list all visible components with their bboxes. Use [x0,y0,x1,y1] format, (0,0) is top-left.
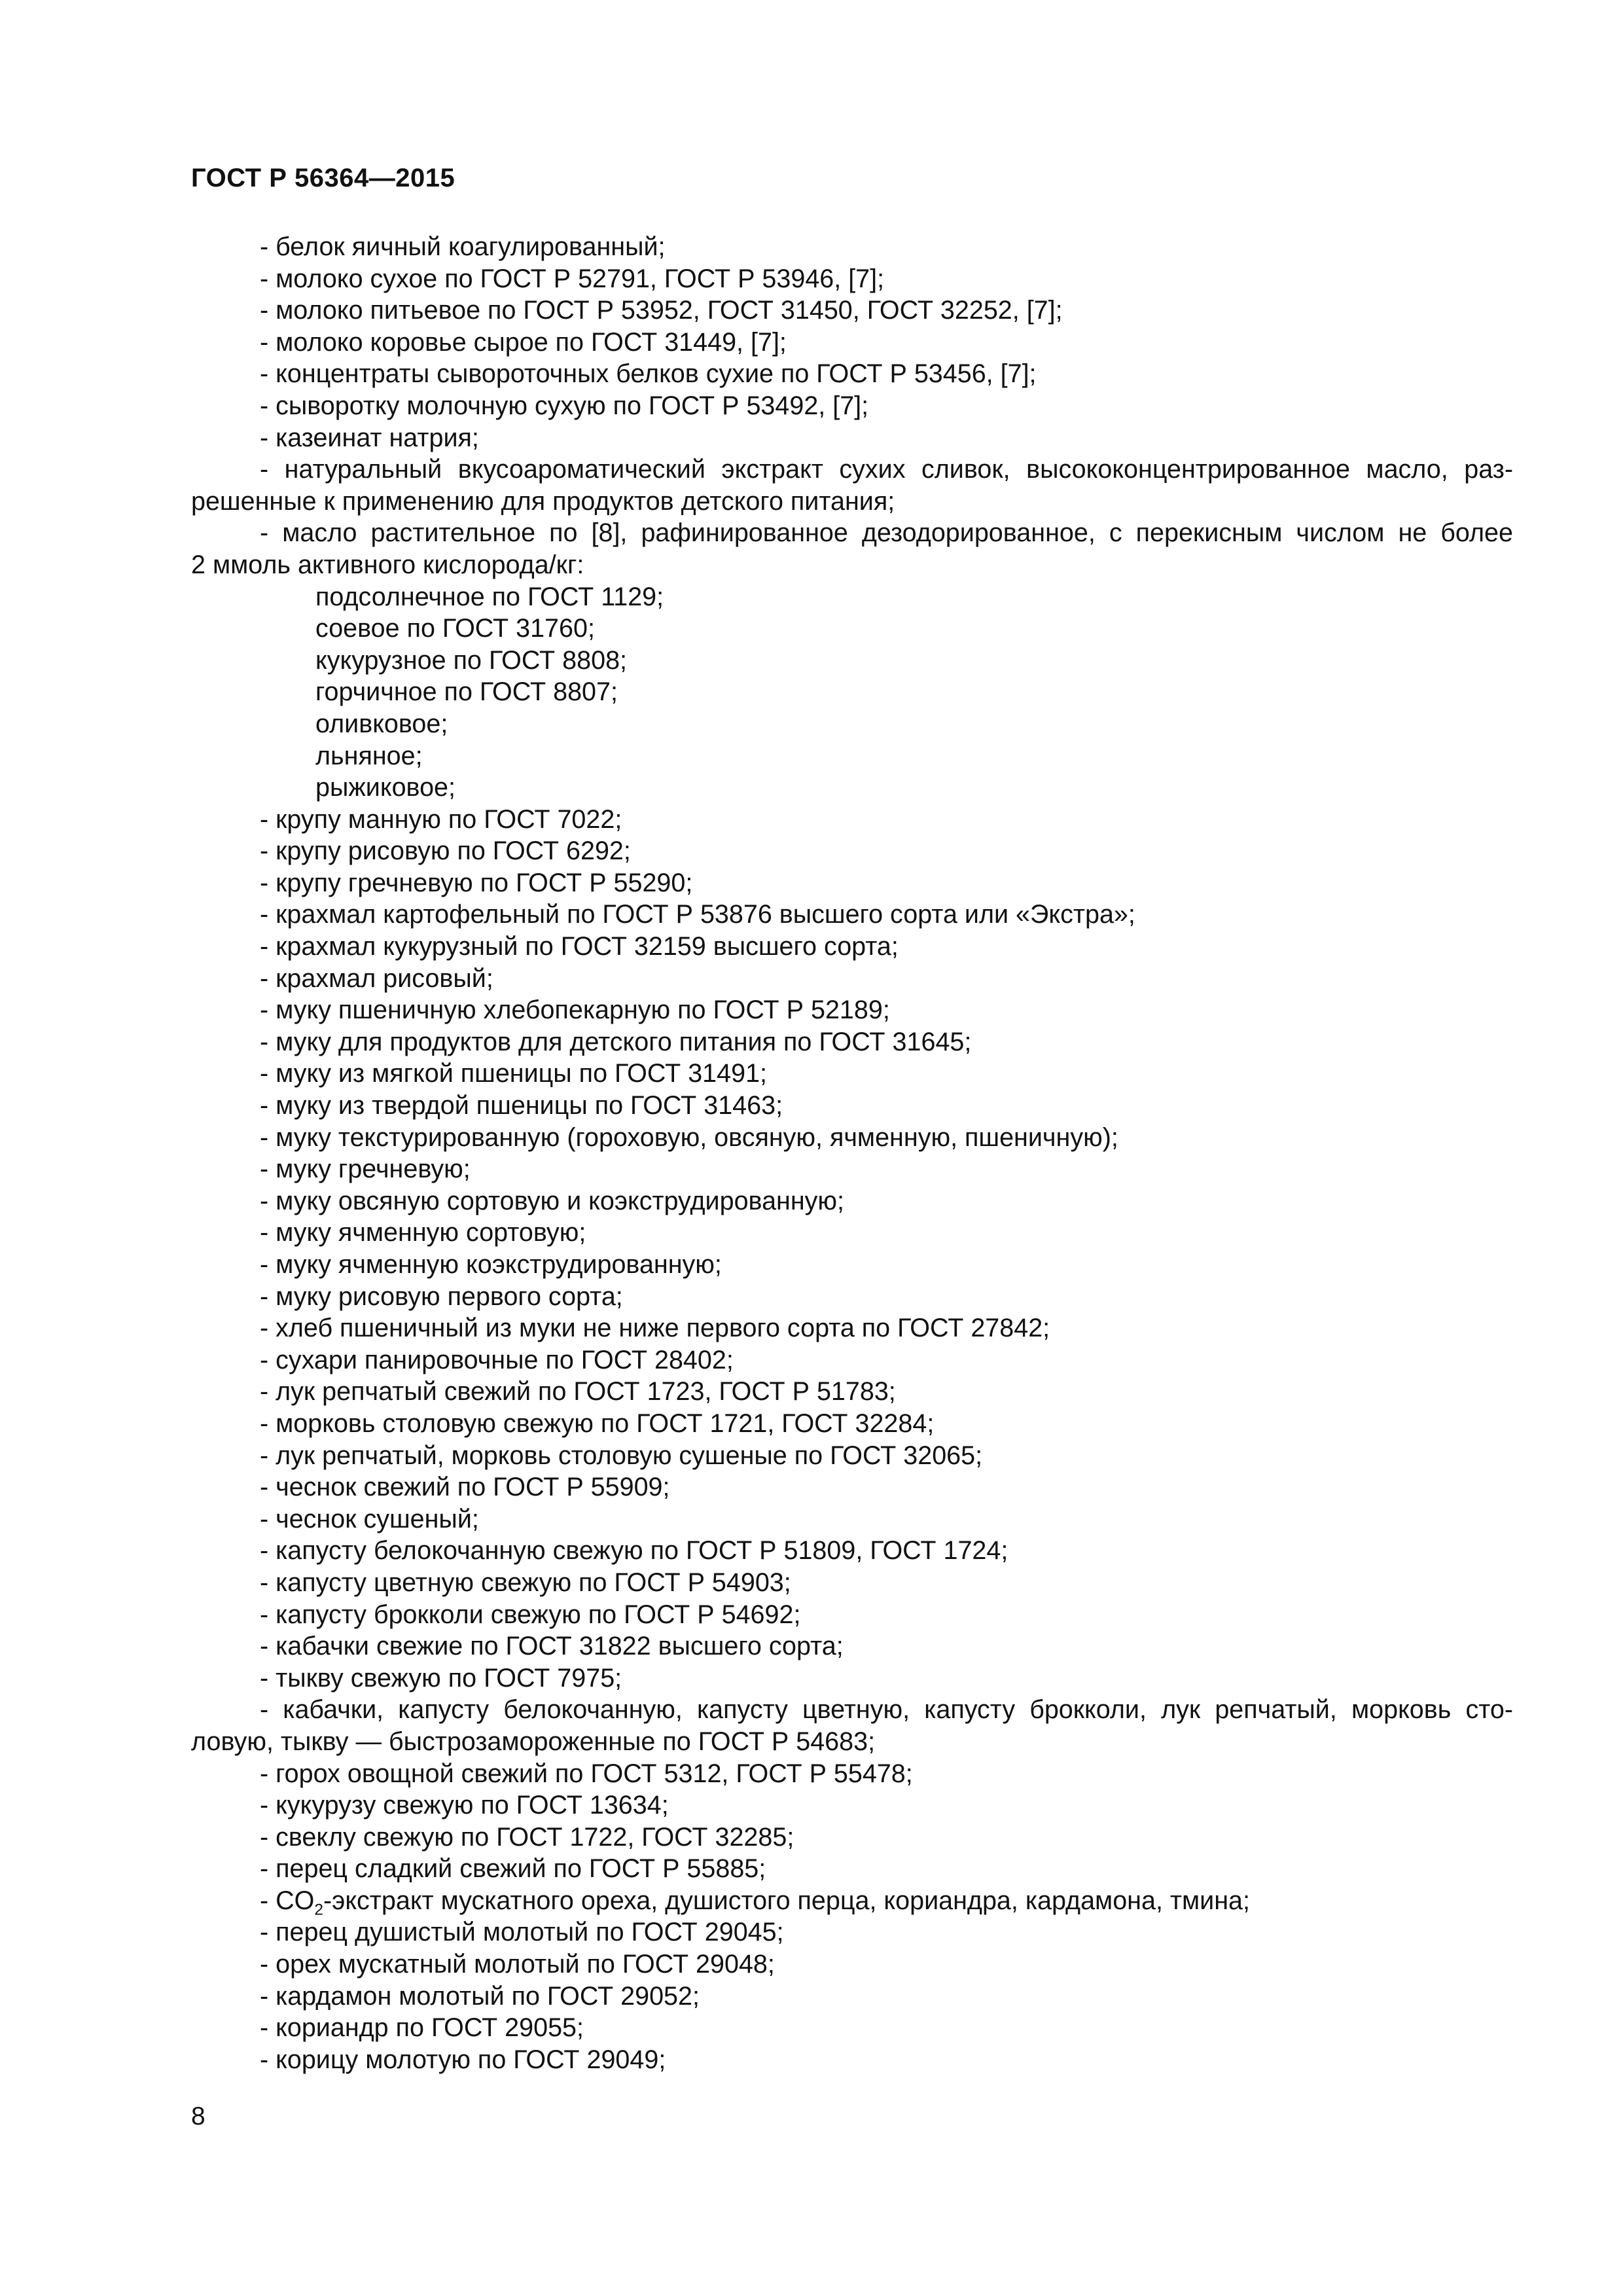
sub-list-item: рыжиковое; [315,773,455,802]
list-item: - крупу рисовую по ГОСТ 6292; [260,836,631,866]
list-item [191,1885,1513,1917]
list-item: - лук репчатый, морковь столовую сушеные по ГОСТ 32065; [260,1441,983,1470]
list-item-continuation: 2 ммоль активного кислорода/кг: [191,550,584,579]
sub-list-item: соевое по ГОСТ 31760; [315,614,595,643]
sub-list-item: льняное; [315,741,423,770]
list-item: - капусту цветную свежую по ГОСТ Р 54903; [260,1568,791,1597]
list-item: - муку ячменную сортовую; [260,1218,586,1247]
sub-list-item: подсолнечное по ГОСТ 1129; [315,582,664,611]
list-item: - кабачки свежие по ГОСТ 31822 высшего сорта; [260,1632,844,1661]
list-item: - кукурузу свежую по ГОСТ 13634; [260,1791,669,1820]
list-item: - лук репчатый свежий по ГОСТ 1723, ГОСТ Р 51783; [260,1377,896,1407]
list-item: - крупу гречневую по ГОСТ Р 55290; [260,868,693,897]
page-number: 8 [191,2102,205,2130]
list-item: - крахмал кукурузный по ГОСТ 32159 высшего сорта; [260,932,899,961]
list-item: - масло растительное по [8], рафинированное дезодорированное, с перекисным числом не более [260,518,1513,548]
list-item: - тыкву свежую по ГОСТ 7975; [260,1663,622,1693]
co2-text: -экстракт мускатного ореха, душистого перца, кориандра, кардамона, тмина; [323,1886,1250,1915]
list-item: - казеинат натрия; [260,423,479,452]
list-item: - орех мускатный молотый по ГОСТ 29048; [260,1950,775,1979]
list-item: - крупу манную по ГОСТ 7022; [260,804,622,834]
list-item: - муку овсяную сортовую и коэкструдированную; [260,1186,845,1215]
list-item: - натуральный вкусоароматический экстракт сухих сливок, высококонцентрированное масло, раз- [260,455,1513,484]
list-item: - корицу молотую по ГОСТ 29049; [260,2045,666,2074]
list-item: - муку из твердой пшеницы по ГОСТ 31463; [260,1091,783,1121]
list-item: - концентраты сывороточных белков сухие по ГОСТ Р 53456, [7]; [260,359,1037,389]
sub-list-item: горчичное по ГОСТ 8807; [315,677,618,707]
list-item: - чеснок сушеный; [260,1504,479,1534]
list-item: - муку из мягкой пшеницы по ГОСТ 31491; [260,1059,768,1088]
list-item: - муку ячменную коэкструдированную; [260,1250,722,1279]
list-item: - муку для продуктов для детского питания по ГОСТ 31645; [260,1027,972,1056]
document-header-code: ГОСТ Р 56364—2015 [191,164,455,192]
list-item: - капусту брокколи свежую по ГОСТ Р 54692; [260,1600,801,1629]
list-item-continuation: решенные к применению для продуктов детского питания; [191,486,895,516]
list-item: - крахмал картофельный по ГОСТ Р 53876 высшего сорта или «Экстра»; [260,900,1135,929]
list-item: - кориандр по ГОСТ 29055; [260,2013,584,2043]
list-item: - перец душистый молотый по ГОСТ 29045; [260,1918,784,1947]
list-item: - морковь столовую свежую по ГОСТ 1721, ГОСТ 32284; [260,1408,935,1438]
list-item: - свеклу свежую по ГОСТ 1722, ГОСТ 32285; [260,1822,794,1852]
list-item: - молоко питьевое по ГОСТ Р 53952, ГОСТ 31450, ГОСТ 32252, [7]; [260,296,1063,325]
list-item: - молоко коровье сырое по ГОСТ 31449, [7]; [260,327,787,357]
list-item: - чеснок свежий по ГОСТ Р 55909; [260,1473,670,1502]
list-item: - муку гречневую; [260,1155,471,1184]
list-item: - кардамон молотый по ГОСТ 29052; [260,1981,700,2011]
list-item: - молоко сухое по ГОСТ Р 52791, ГОСТ Р 53946, [7]; [260,264,885,293]
list-item: - хлеб пшеничный из муки не ниже первого сорта по ГОСТ 27842; [260,1314,1050,1343]
co2-subscript: 2 [314,1901,324,1919]
list-item: - перец сладкий свежий по ГОСТ Р 55885; [260,1854,766,1884]
list-item: - крахмал рисовый; [260,963,493,993]
list-item-continuation: ловую, тыкву — быстрозамороженные по ГОСТ Р 54683; [191,1727,876,1756]
list-item: - сухари панировочные по ГОСТ 28402; [260,1345,734,1374]
co2-prefix: - CO [260,1886,315,1915]
list-item: - белок яичный коагулированный; [260,232,666,261]
list-item: - горох овощной свежий по ГОСТ 5312, ГОСТ Р 55478; [260,1759,913,1788]
list-item: - капусту белокочанную свежую по ГОСТ Р 51809, ГОСТ 1724; [260,1536,1008,1566]
list-item: - муку текстурированную (гороховую, овсяную, ячменную, пшеничную); [260,1122,1118,1152]
list-item: - сыворотку молочную сухую по ГОСТ Р 53492, [7]; [260,391,869,420]
sub-list-item: оливковое; [315,709,448,738]
sub-list-item: кукурузное по ГОСТ 8808; [315,645,628,675]
list-item: - муку рисовую первого сорта; [260,1282,623,1311]
list-item: - кабачки, капусту белокочанную, капусту цветную, капусту брокколи, лук репчатый, морковь сто- [260,1695,1513,1725]
list-item: - муку пшеничную хлебопекарную по ГОСТ Р 52189; [260,996,890,1025]
ingredient-list [191,231,1513,2075]
